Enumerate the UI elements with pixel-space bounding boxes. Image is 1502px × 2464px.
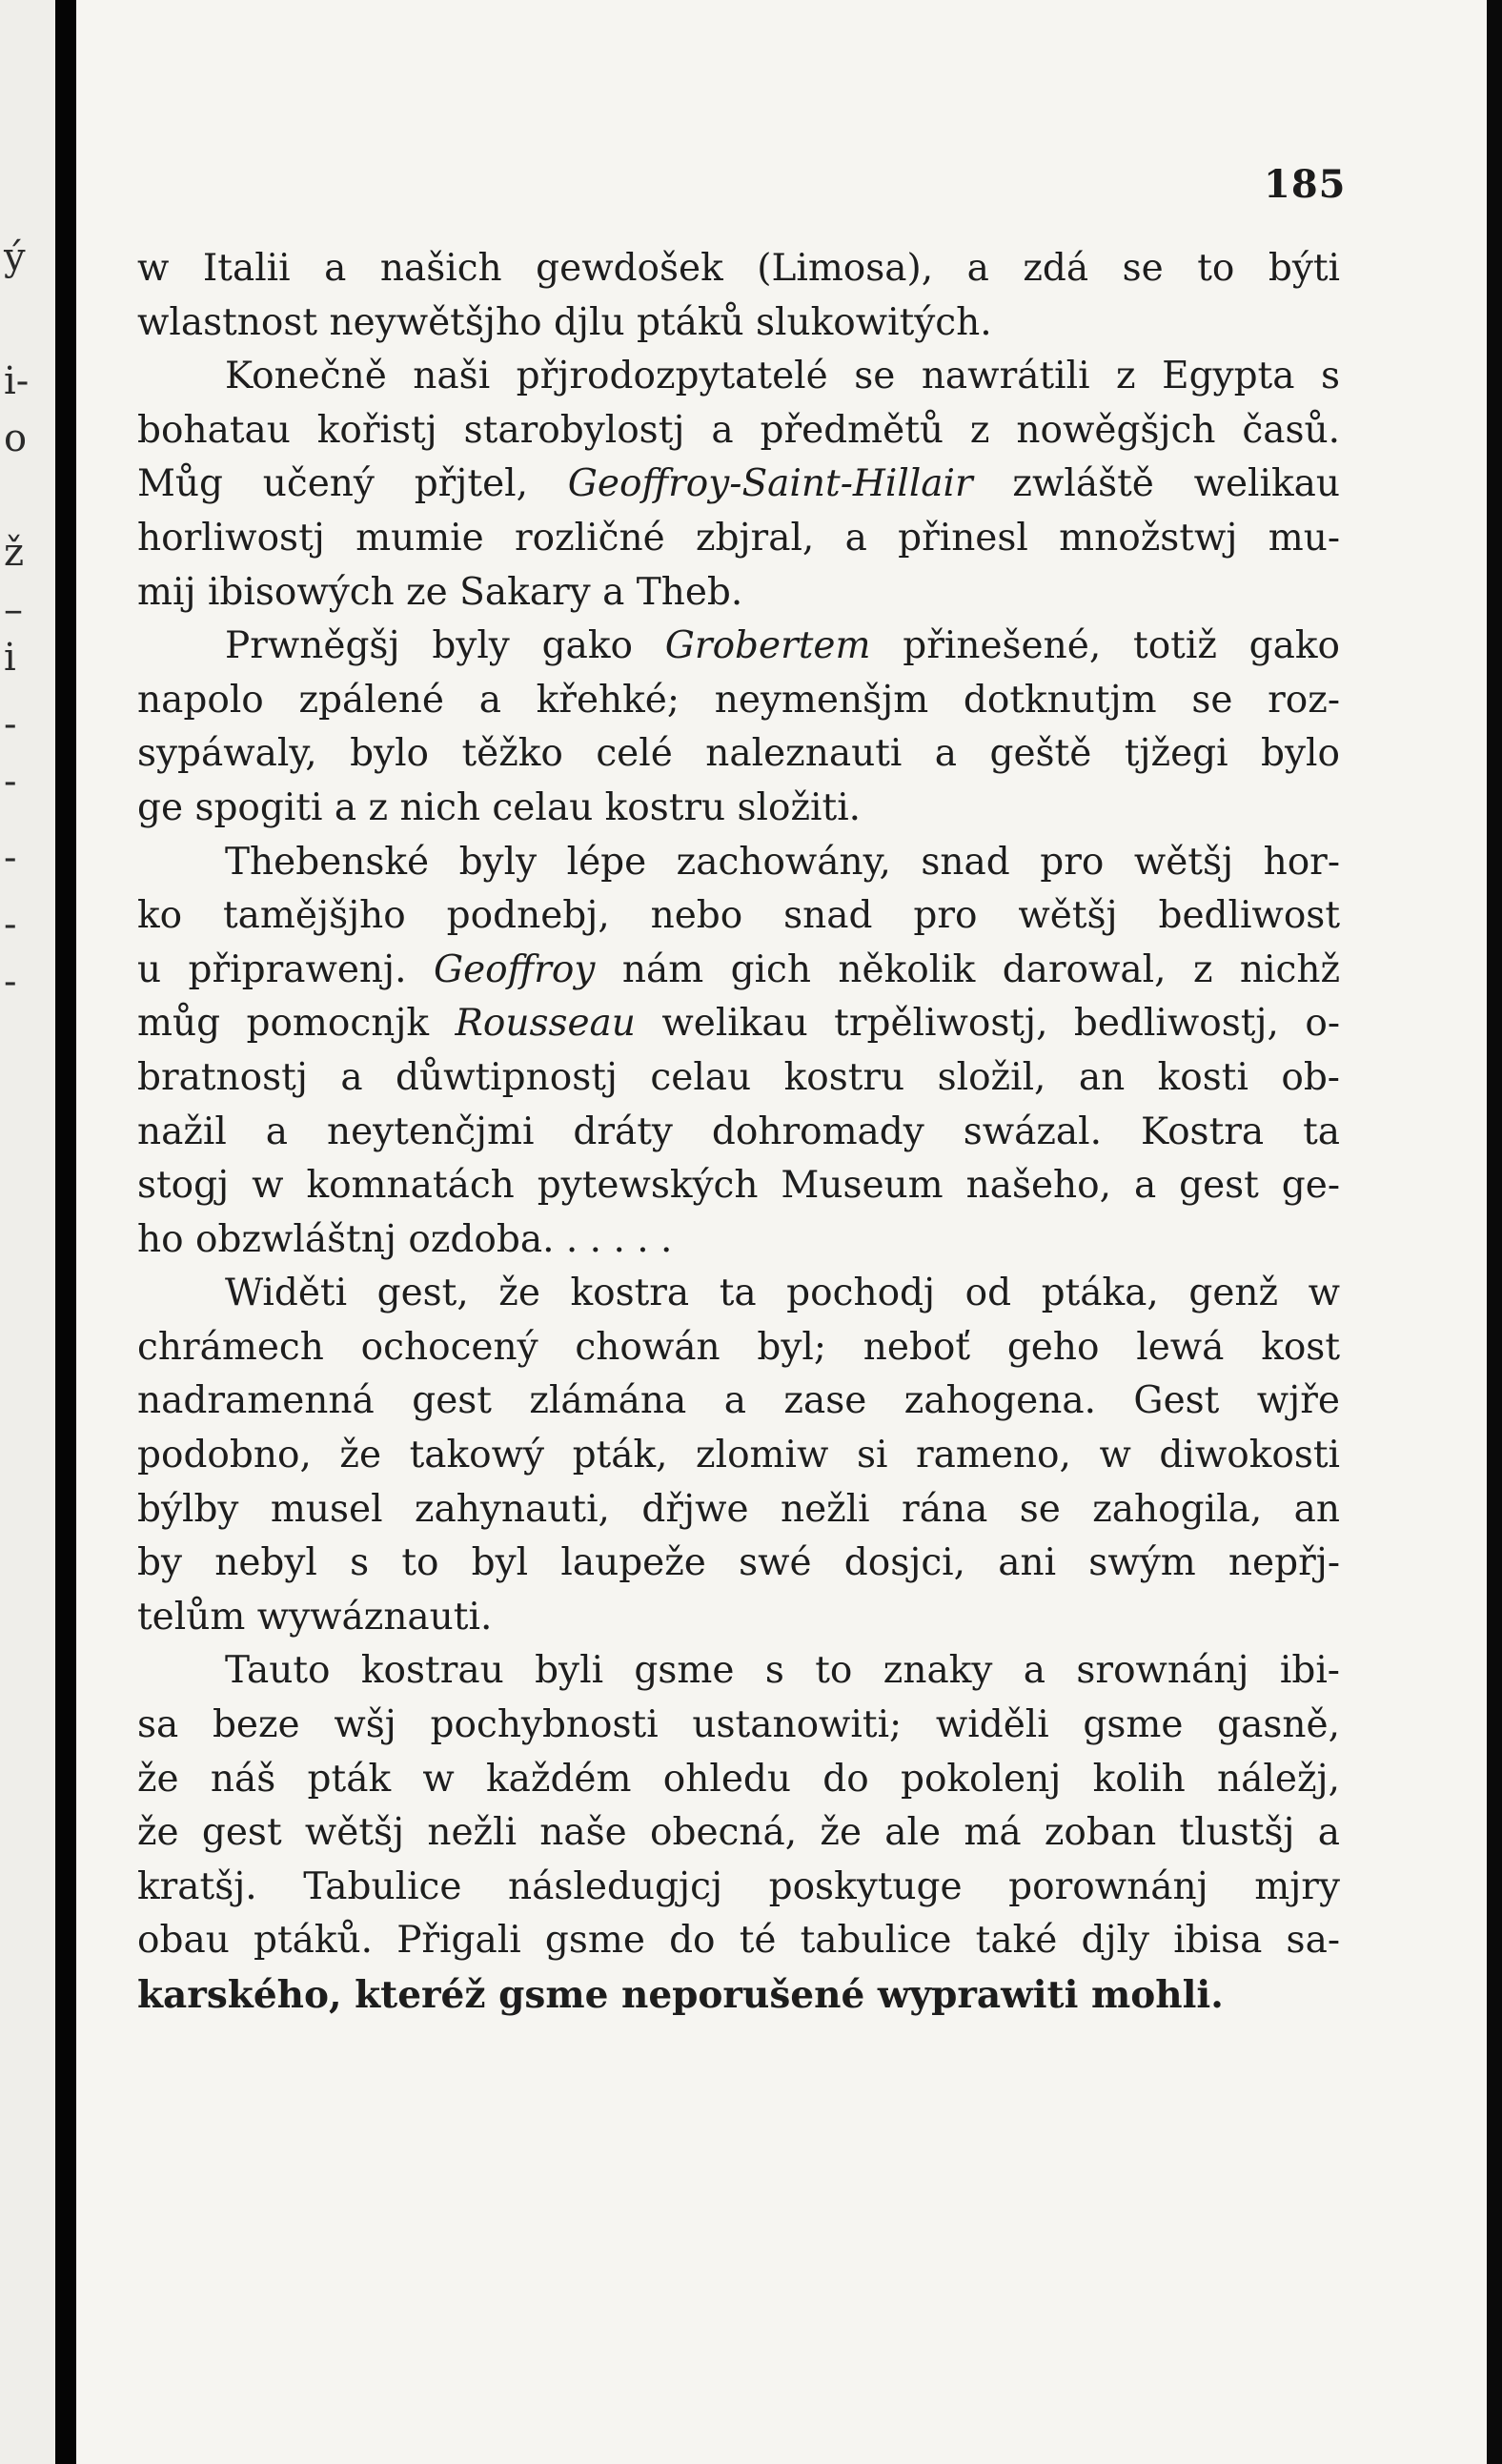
text-run: ho obzwláštnj ozdoba. . . . . .: [137, 1217, 673, 1261]
text-run: býlby musel zahynauti, dřjwe nežli rána se zahogila, an: [137, 1487, 1340, 1531]
text-line: [137, 1968, 1340, 2023]
text-run: chrámech ochocený chowán byl; neboť geho lewá kost: [137, 1325, 1340, 1369]
text-run: bratnostj a důwtipnostj celau kostru složil, an kosti ob-: [137, 1055, 1340, 1099]
text-run: nám gich několik darowal, z nichž: [595, 947, 1340, 991]
text-run: napolo zpálené a křehké; neymenšjm dotknutjm se roz-: [137, 678, 1340, 722]
italic-name: Grobertem: [664, 624, 871, 668]
text-line: [137, 1159, 1340, 1213]
facing-page-fragment: ž: [4, 531, 25, 575]
text-run: Widěti gest, že kostra ta pochodj od ptáka, genž w: [225, 1272, 1340, 1315]
text-line: [137, 944, 1340, 998]
text-run: Konečně naši přjrodozpytatelé se nawrátili z Egypta s: [225, 355, 1340, 398]
italic-name: Geoffroy-Saint-Hillair: [567, 462, 973, 506]
text-run: sypáwaly, bylo těžko celé naleznauti a geště tjžegi bylo: [137, 732, 1340, 776]
text-line: [137, 1267, 1340, 1321]
text-run: kratšj. Tabulice následugjcj poskytuge porownánj mjry: [137, 1864, 1340, 1908]
text-line: [137, 242, 1340, 296]
facing-page-fragment: i: [4, 636, 16, 680]
text-run: přinešené, totiž gako: [870, 624, 1340, 668]
text-line: [137, 1591, 1340, 1645]
text-line: [137, 1051, 1340, 1106]
text-run: nažil a neytenčjmi dráty dohromady swázal. Kostra ta: [137, 1110, 1340, 1153]
text-line: [137, 674, 1340, 728]
text-run: by nebyl s to byl laupeže swé dosjci, ani swým nepřj-: [137, 1541, 1340, 1585]
text-run: karského, kteréž gsme neporušené wyprawiti mohli.: [137, 1973, 1224, 2017]
text-run: můg pomocnjk: [137, 1002, 456, 1046]
facing-page-fragment: -: [4, 903, 17, 947]
text-run: zwláště welikau: [972, 462, 1340, 506]
text-line: [137, 350, 1340, 404]
text-run: wlastnost neywětšjho djlu ptáků slukowitých.: [137, 300, 992, 344]
italic-name: Geoffroy: [433, 947, 596, 991]
facing-page-fragment: -: [4, 836, 17, 880]
text-line: [137, 1429, 1340, 1483]
text-run: nadramenná gest zlámána a zase zahogena. Gest wjře: [137, 1379, 1340, 1423]
text-run: že náš pták w každém ohledu do pokolenj kolih náležj,: [137, 1757, 1340, 1801]
text-run: podobno, že takowý pták, zlomiw si rameno, w diwokosti: [137, 1434, 1340, 1477]
text-line: [137, 836, 1340, 890]
text-line: [137, 997, 1340, 1051]
text-run: Thebenské byly lépe zachowány, snad pro wětšj hor-: [225, 840, 1340, 884]
text-run: mij ibisowých ze Sakary a Theb.: [137, 570, 743, 614]
facing-page-fragment: o: [4, 417, 28, 460]
facing-page-fragment: -: [4, 960, 17, 1004]
text-line: [137, 296, 1340, 351]
text-line: [137, 620, 1340, 674]
text-line: [137, 566, 1340, 621]
text-run: horliwostj mumie rozličné zbjral, a přinesl množstwj mu-: [137, 516, 1340, 560]
book-gutter: [55, 0, 76, 2464]
facing-page-fragment: -: [4, 760, 17, 804]
text-run: sa beze wšj pochybnosti ustanowiti; widěli gsme gasně,: [137, 1703, 1340, 1747]
text-line: [137, 512, 1340, 566]
text-run: bohatau kořistj starobylostj a předmětů z nowěgšjch časů.: [137, 408, 1340, 452]
text-line: [137, 1753, 1340, 1807]
text-line: [137, 1644, 1340, 1699]
text-line: [137, 458, 1340, 512]
text-run: Můg učený přjtel,: [137, 462, 568, 506]
page-number: 185: [1264, 162, 1347, 207]
body-text: [137, 242, 1340, 2023]
text-line: [137, 1699, 1340, 1753]
text-run: telům wywáznauti.: [137, 1595, 493, 1639]
text-run: welikau trpěliwostj, bedliwostj, o-: [635, 1002, 1340, 1046]
text-line: [137, 889, 1340, 944]
facing-page-fragment: –: [4, 588, 23, 632]
text-line: [137, 1321, 1340, 1375]
text-run: ge spogiti a z nich celau kostru složiti.: [137, 785, 862, 829]
text-run: Prwněgšj byly gako: [225, 624, 665, 668]
text-line: [137, 1914, 1340, 1968]
italic-name: Rousseau: [455, 1002, 636, 1046]
text-line: [137, 727, 1340, 782]
text-line: [137, 1213, 1340, 1268]
text-line: [137, 1106, 1340, 1160]
text-run: stogj w komnatách pytewských Museum našeho, a gest ge-: [137, 1164, 1340, 1208]
text-line: [137, 404, 1340, 458]
text-run: obau ptáků. Přigali gsme do té tabulice také djly ibisa sa-: [137, 1919, 1340, 1963]
text-line: [137, 1375, 1340, 1429]
text-line: [137, 1537, 1340, 1591]
text-line: [137, 1483, 1340, 1537]
text-line: [137, 782, 1340, 836]
facing-page-fragment: ý: [4, 235, 26, 279]
text-run: u připrawenj.: [137, 947, 434, 991]
book-page: [76, 0, 1487, 2464]
text-run: ko tamějšjho podnebj, nebo snad pro wětšj bedliwost: [137, 894, 1340, 938]
text-line: [137, 1806, 1340, 1861]
page-right-edge: [1487, 0, 1502, 2464]
text-run: w Italii a našich gewdošek (Limosa), a zdá se to býti: [137, 247, 1340, 290]
text-line: [137, 1861, 1340, 1915]
text-run: že gest wětšj nežli naše obecná, že ale má zoban tlustšj a: [137, 1811, 1340, 1855]
facing-page-fragment: i-: [4, 359, 30, 403]
text-run: Tauto kostrau byli gsme s to znaky a srownánj ibi-: [225, 1649, 1340, 1693]
facing-page-fragment: -: [4, 703, 17, 746]
facing-page-edge: [0, 0, 55, 2464]
